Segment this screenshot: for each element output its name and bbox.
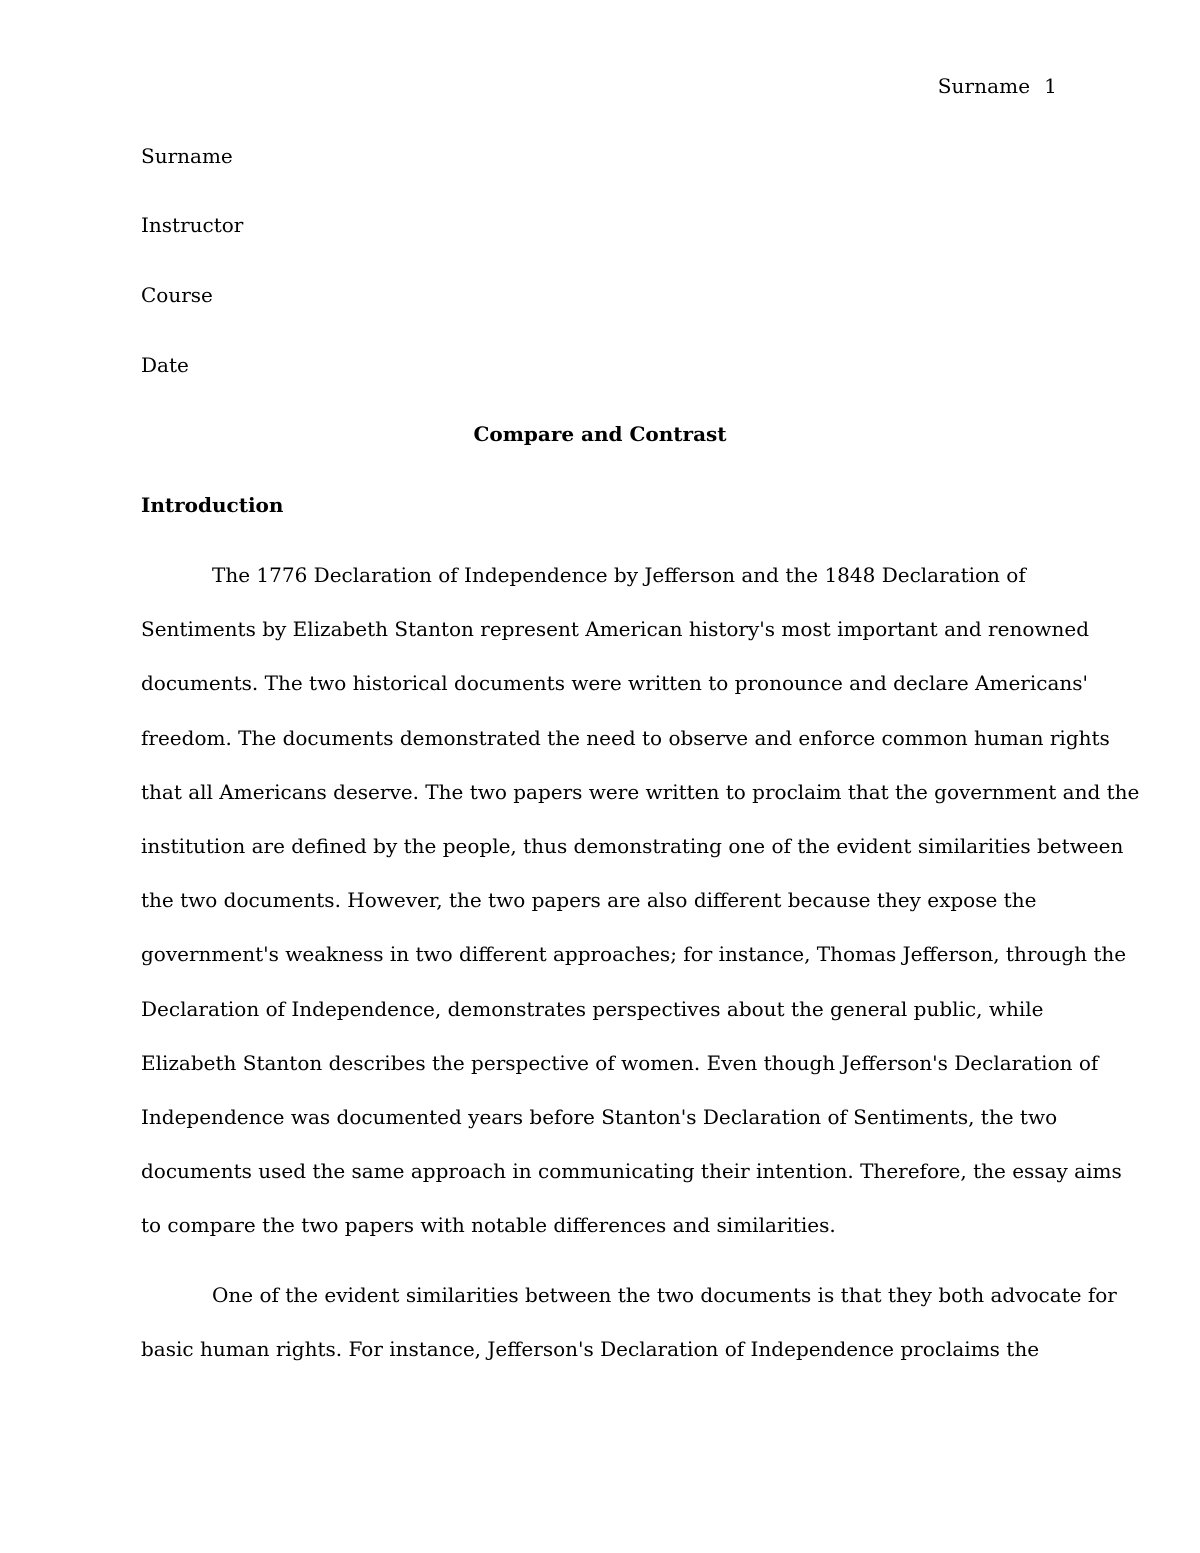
student-name: Surname <box>141 144 233 168</box>
paragraph-line: documents. The two historical documents were written to pronounce and declare Americans' <box>141 671 1089 696</box>
essay-title: Compare and Contrast <box>473 422 727 446</box>
section-heading-introduction: Introduction <box>141 493 284 517</box>
paragraph-line: government's weakness in two different approaches; for instance, Thomas Jefferson, through the <box>141 942 1127 967</box>
paragraph-line: to compare the two papers with notable differences and similarities. <box>141 1213 836 1238</box>
course-name: Course <box>141 283 213 307</box>
date-line: Date <box>141 353 189 377</box>
paragraph-line: Independence was documented years before Stanton's Declaration of Sentiments, the two <box>141 1104 1058 1129</box>
paragraph-similarities <box>141 1268 1117 1376</box>
paragraph-line: documents used the same approach in communicating their intention. Therefore, the essay aims <box>141 1159 1122 1184</box>
paragraph-line: institution are defined by the people, thus demonstrating one of the evident similarities between <box>141 833 1124 858</box>
instructor-name: Instructor <box>141 213 244 237</box>
paragraph-line: One of the evident similarities between the two documents is that they both advocate for <box>212 1283 1117 1307</box>
paragraph-line: the two documents. However, the two papers are also different because they expose the <box>141 888 1037 913</box>
paragraph-line: Sentiments by Elizabeth Stanton represent American history's most important and renowned <box>141 617 1089 642</box>
paragraph-line: Declaration of Independence, demonstrates perspectives about the general public, while <box>141 996 1044 1021</box>
paragraph-line: Elizabeth Stanton describes the perspective of women. Even though Jefferson's Declaration of <box>141 1050 1099 1075</box>
paragraph-line: freedom. The documents demonstrated the need to observe and enforce common human rights <box>141 725 1110 750</box>
paragraph-line: basic human rights. For instance, Jefferson's Declaration of Independence proclaims the <box>141 1337 1040 1362</box>
page-number: 1 <box>1044 74 1057 98</box>
running-head-surname: Surname <box>937 74 1031 98</box>
paragraph-line: The 1776 Declaration of Independence by Jefferson and the 1848 Declaration of <box>212 563 1026 587</box>
paragraph-line: that all Americans deserve. The two papers were written to proclaim that the government and the <box>141 779 1140 804</box>
paragraph-introduction <box>141 548 1140 1252</box>
running-head <box>938 74 1057 98</box>
